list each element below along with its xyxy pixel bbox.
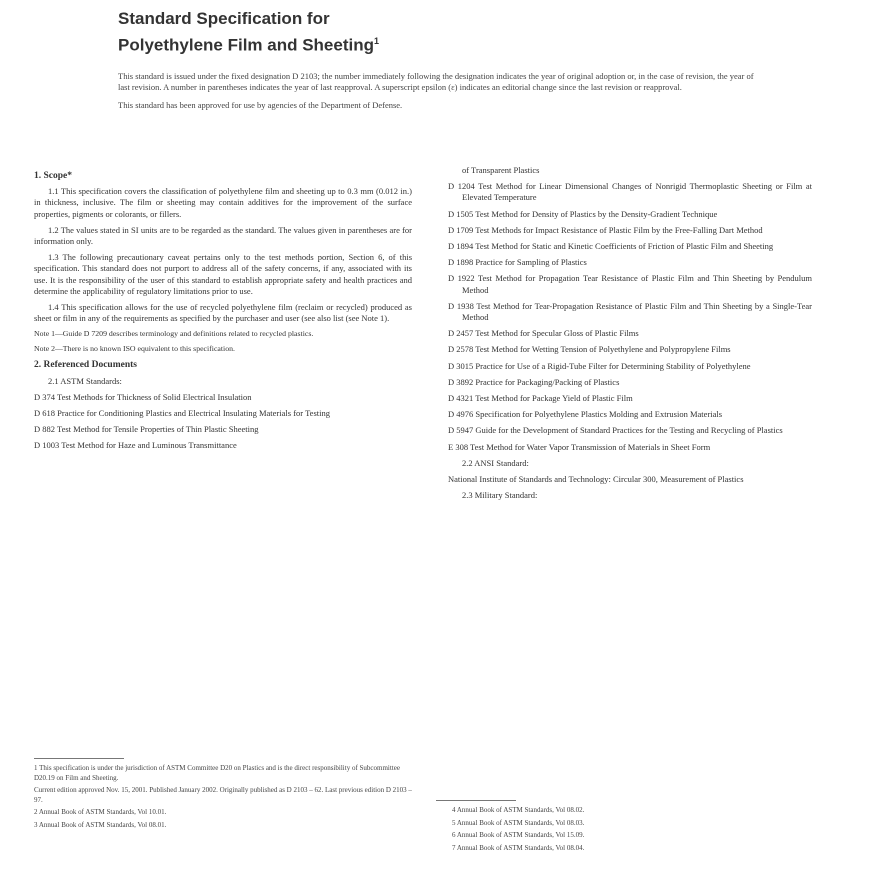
note-1: Note 1—Guide D 7209 describes terminology and definitions related to recycled plastics. <box>34 329 314 339</box>
reference-item: D 5947 Guide for the Development of Standard Practices for the Testing and Recycling of Plastics <box>448 425 783 436</box>
reference-item: D 1922 Test Method for Propagation Tear Resistance of Plastic Film and Thin Sheeting by Pendulum Method <box>448 273 812 295</box>
reference-item: National Institute of Standards and Technology: Circular 300, Measurement of Plastics <box>448 474 744 485</box>
title-line-2-text: Polyethylene Film and Sheeting <box>118 35 374 55</box>
reference-item: E 308 Test Method for Water Vapor Transmission of Materials in Sheet Form <box>448 441 711 452</box>
title-line-2 <box>118 30 758 57</box>
note-2: Note 2—There is no known ISO equivalent to this specification. <box>34 344 235 354</box>
section-1-heading: 1. Scope* <box>34 171 72 181</box>
title-line-1: Standard Specification for <box>118 9 330 28</box>
footnote-edition: Current edition approved Nov. 15, 2001. Published January 2002. Originally published as D 2103 – 62. Last previous edition D 2103 – 97. <box>34 786 412 804</box>
footnotes-left <box>34 764 412 833</box>
footnote-item: 6 Annual Book of ASTM Standards, Vol 15.09. <box>452 831 585 839</box>
reference-item: D 3015 Practice for Use of a Rigid-Tube Filter for Determining Stability of Polyethylene <box>448 360 751 371</box>
footnote-divider-left <box>34 758 124 759</box>
reference-item: D 1894 Test Method for Static and Kinetic Coefficients of Friction of Plastic Film and Sheeting <box>448 241 774 252</box>
reference-item: D 1003 Test Method for Haze and Luminous Transmittance <box>34 440 237 451</box>
paragraph-2-1: 2.1 ASTM Standards: <box>48 375 122 386</box>
document-title <box>118 8 758 57</box>
reference-item: D 1938 Test Method for Tear-Propagation Resistance of Plastic Film and Thin Sheeting by a Single-Tear Method <box>448 300 812 323</box>
footnote-2: 2 Annual Book of ASTM Standards, Vol 10.01. <box>34 808 167 816</box>
reference-continuation: of Transparent Plastics <box>462 165 540 175</box>
footnote-item: 5 Annual Book of ASTM Standards, Vol 08.03. <box>452 818 585 827</box>
reference-item: D 1898 Practice for Sampling of Plastics <box>448 257 587 268</box>
paragraph-1-1: 1.1 This specification covers the classification of polyethylene film and sheeting up to 0.3 mm (0.012 in.) in thickness, inclusive. The film or sheeting may contain additives for the improvement of the surface properties, pigments or colorants, or fillers. <box>34 186 412 219</box>
right-column <box>448 165 812 506</box>
reference-item: D 4976 Specification for Polyethylene Plastics Molding and Extrusion Materials <box>448 409 723 420</box>
intro-block <box>118 71 758 111</box>
paragraph-1-3: 1.3 The following precautionary caveat pertains only to the test methods portion, Section 6, of this specification. This standard does not purport to address all of the safety concerns, if any, associated with its use. It is the responsibility of the user of this standard to establish appropriate safety and health practices and determine the applicability of regulatory limitations prior to use. <box>34 252 412 296</box>
paragraph-1-2: 1.2 The values stated in SI units are to be regarded as the standard. The values given in parentheses are for information only. <box>34 224 412 247</box>
footnote-item: 7 Annual Book of ASTM Standards, Vol 08.04. <box>452 843 585 852</box>
reference-item: D 2578 Test Method for Wetting Tension of Polyethylene and Polypropylene Films <box>448 344 731 355</box>
reference-item: D 2457 Test Method for Specular Gloss of Plastic Films <box>448 328 639 339</box>
footnote-item: 4 Annual Book of ASTM Standards, Vol 08.02. <box>452 806 585 814</box>
paragraph-1-4: 1.4 This specification allows for the use of recycled polyethylene film (reclaim or recycled) produced as sheet or film in any of the requirements as specified by the purchaser and user (see also list (see Note 1). <box>34 302 412 324</box>
reference-item: D 4321 Test Method for Package Yield of Plastic Film <box>448 393 633 404</box>
title-footnote-mark: 1 <box>374 36 380 46</box>
reference-item: D 3892 Practice for Packaging/Packing of Plastics <box>448 376 620 387</box>
paragraph-2-2: 2.2 ANSI Standard: <box>462 457 529 468</box>
intro-paragraph-2: This standard has been approved for use by agencies of the Department of Defense. <box>118 99 403 110</box>
reference-item: D 374 Test Methods for Thickness of Solid Electrical Insulation <box>34 391 252 402</box>
section-2-heading: 2. Referenced Documents <box>34 360 137 371</box>
footnotes-right <box>452 806 652 856</box>
title-block <box>118 8 758 118</box>
reference-item: D 1505 Test Method for Density of Plastics by the Density-Gradient Technique <box>448 208 718 219</box>
footnote-3: 3 Annual Book of ASTM Standards, Vol 08.01. <box>34 820 167 829</box>
reference-item: D 618 Practice for Conditioning Plastics and Electrical Insulating Materials for Testing <box>34 408 330 419</box>
paragraph-2-3: 2.3 Military Standard: <box>462 490 538 501</box>
footnote-1: 1 This specification is under the jurisdiction of ASTM Committee D20 on Plastics and is the direct responsibility of Subcommittee D20.19 on Film and Sheeting. <box>34 764 400 782</box>
reference-item: D 1709 Test Methods for Impact Resistance of Plastic Film by the Free-Falling Dart Method <box>448 224 763 235</box>
footnote-divider-right <box>436 800 516 801</box>
reference-item: D 1204 Test Method for Linear Dimensional Changes of Nonrigid Thermoplastic Sheeting or Film at Elevated Temperature <box>448 181 812 203</box>
left-column <box>34 165 412 457</box>
reference-item: D 882 Test Method for Tensile Properties of Thin Plastic Sheeting <box>34 424 259 435</box>
intro-paragraph-1: This standard is issued under the fixed designation D 2103; the number immediately following the designation indicates the year of original adoption or, in the case of revision, the year of last revision. A number in parentheses indicates the year of last reapproval. A superscript epsilon (ε) indicates an editorial change since the last revision or reapproval. <box>118 70 754 92</box>
